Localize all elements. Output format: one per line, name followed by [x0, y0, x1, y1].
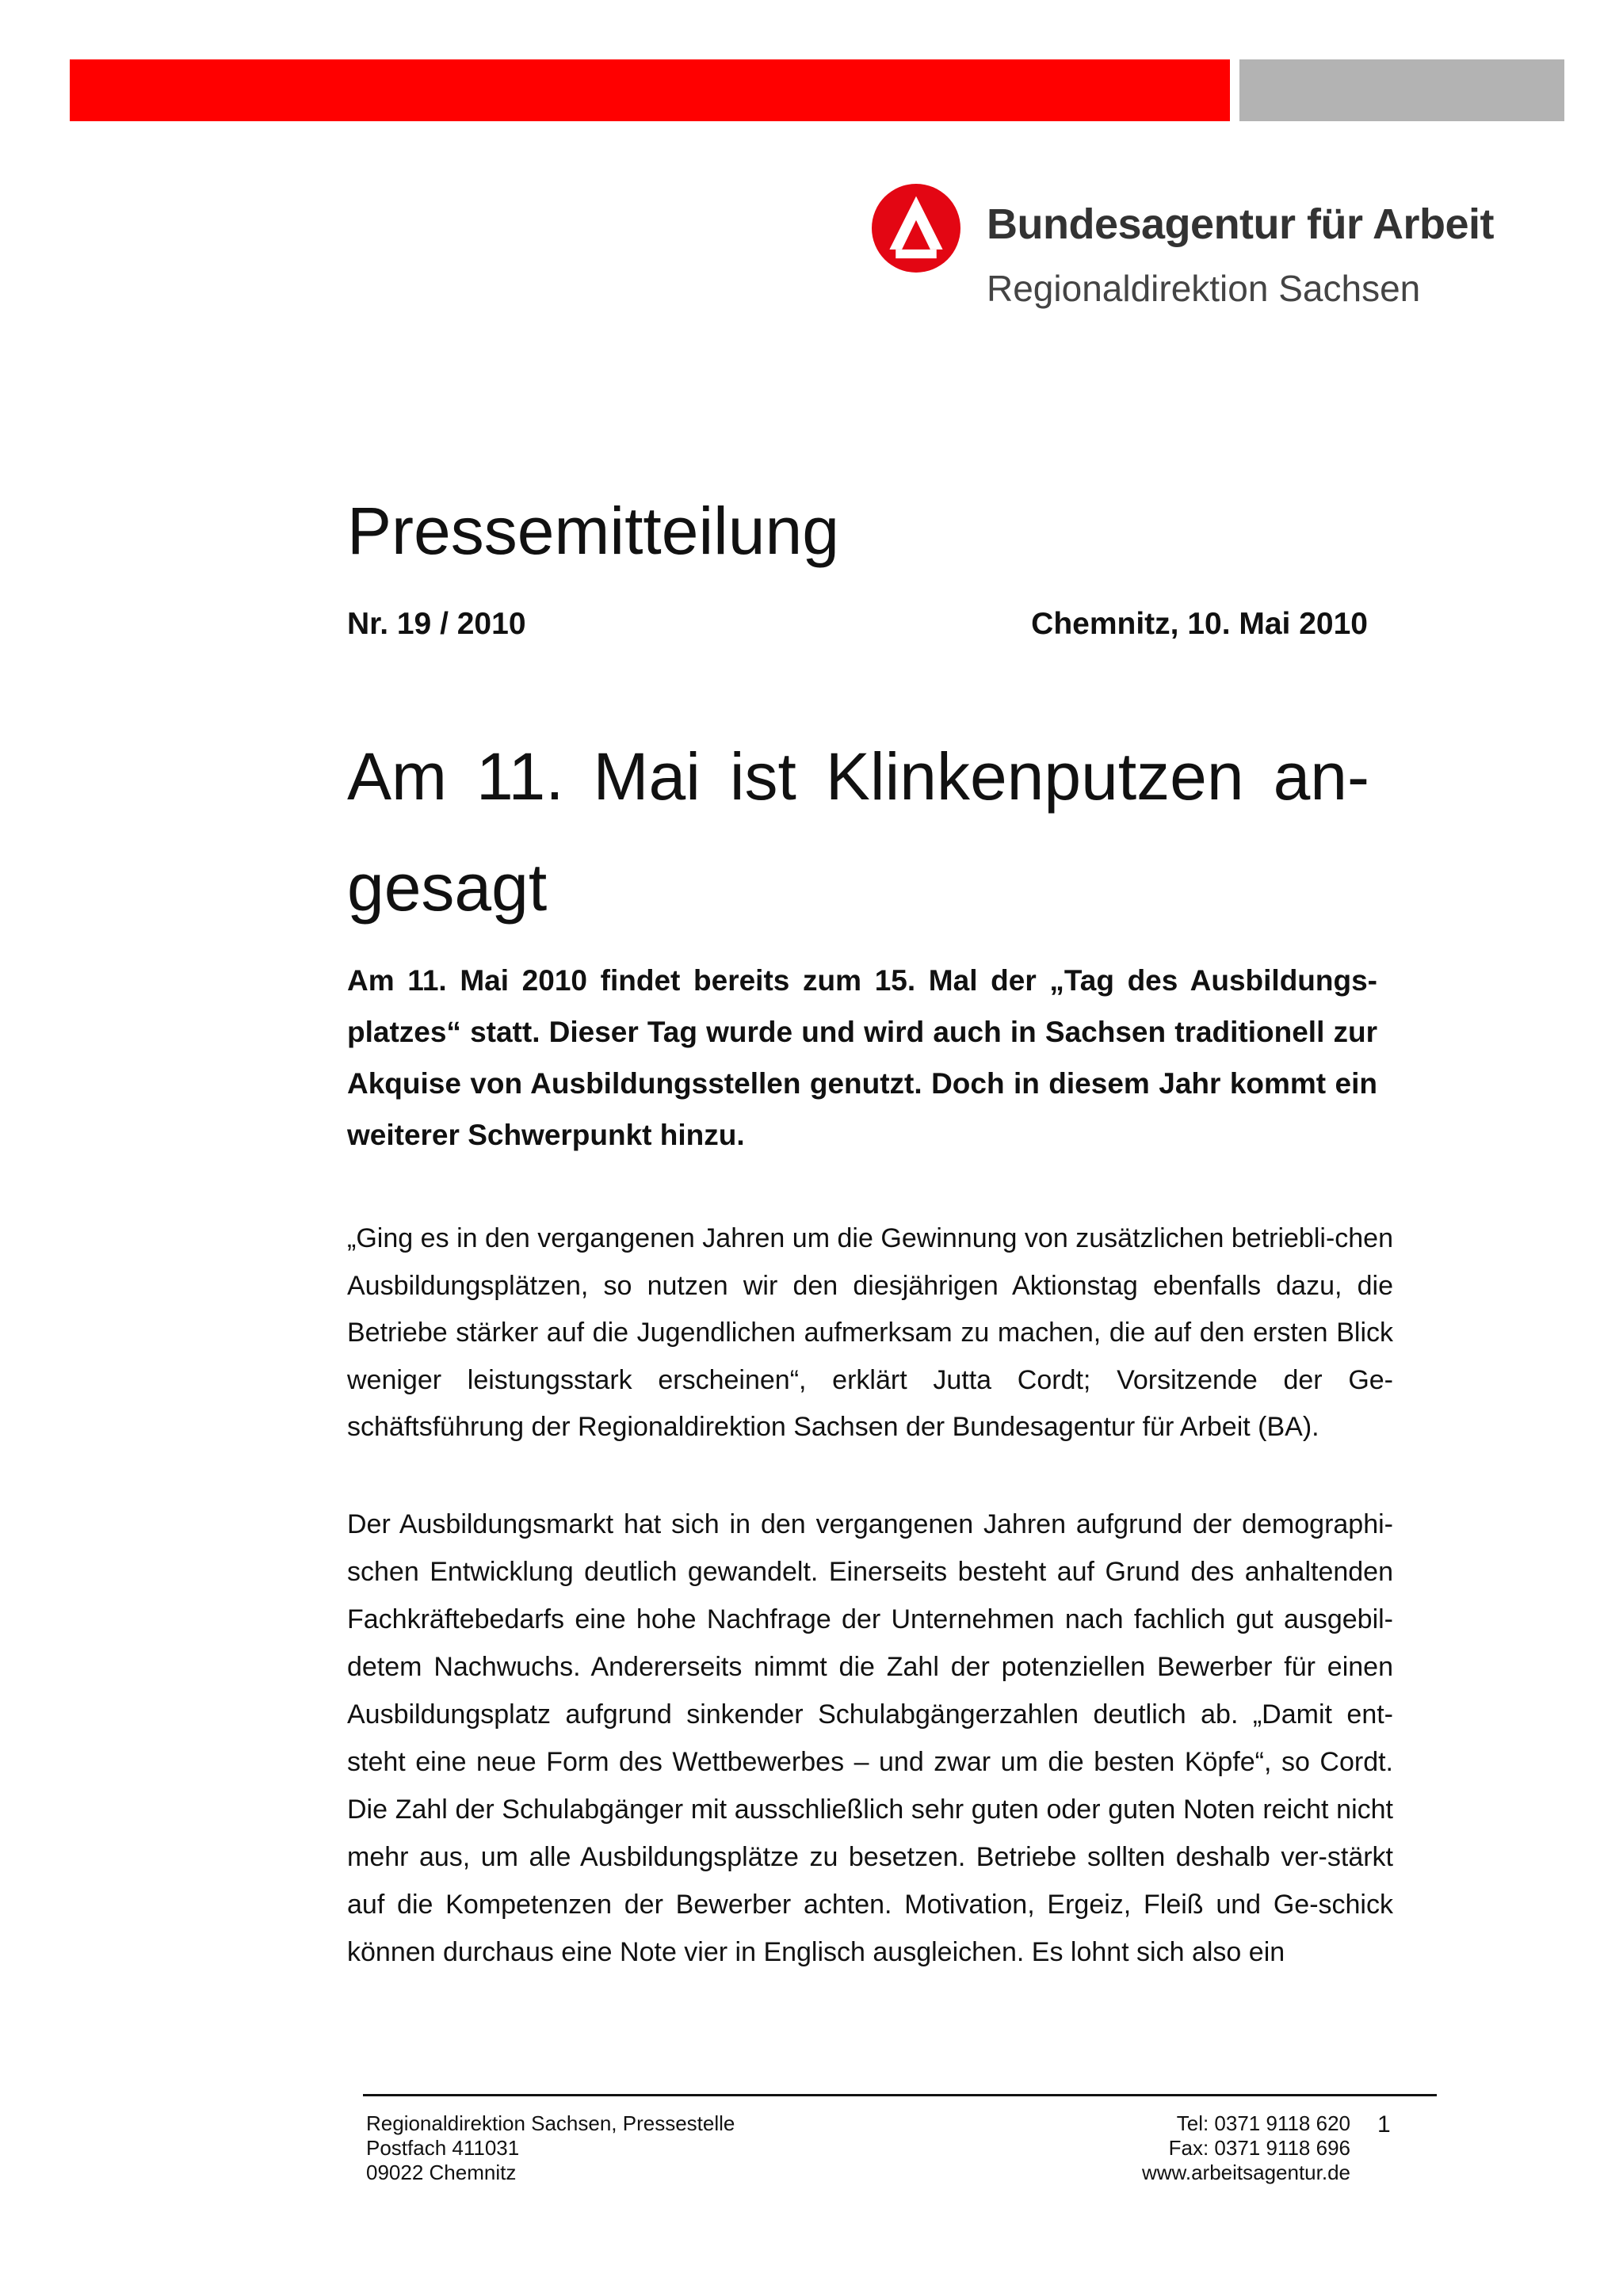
footer-divider: [363, 2094, 1437, 2096]
lead-paragraph: Am 11. Mai 2010 findet bereits zum 15. Mal der „Tag des Ausbildungs-platzes“ statt. Dieser Tag wurde und wird auch in Sachsen traditionell zur Akquise von Ausbildungsstellen genutzt. Doch in diesem Jahr kommt ein weiterer Schwerpunkt hinzu.: [347, 964, 1377, 1151]
organization-name: Bundesagentur für Arbeit: [987, 200, 1495, 248]
body-paragraph: „Ging es in den vergangenen Jahren um die Gewinnung von zusätzlichen betriebli-chen Ausbildungsplätzen, so nutzen wir den diesjährigen Aktionstag ebenfalls dazu, die Betriebe stärker auf die Jugendlichen aufmerksam zu machen, die auf den ersten Blick weniger leistungsstark erscheinen“, erklärt Jutta Cordt; Vorsitzende der Ge-schäftsführung der Regionaldirektion Sachsen der Bundesagentur für Arbeit (BA).: [347, 1223, 1393, 1442]
footer-website: www.arbeitsagentur.de: [1141, 2161, 1350, 2184]
footer-fax: Fax: 0371 9118 696: [1168, 2136, 1350, 2160]
footer-address-line: 09022 Chemnitz: [366, 2161, 517, 2184]
footer-address-line: Regionaldirektion Sachsen, Pressestelle: [366, 2111, 735, 2135]
bundesagentur-logo-icon: [872, 184, 960, 273]
division-name: Regionaldirektion Sachsen: [987, 268, 1421, 309]
footer-phone: Tel: 0371 9118 620: [1176, 2111, 1350, 2135]
press-release-number: Nr. 19 / 2010: [347, 607, 526, 641]
footer-address: [366, 2111, 735, 2185]
footer-contact: [1142, 2111, 1350, 2185]
footer-address-line: Postfach 411031: [366, 2136, 520, 2160]
header-red-bar: [70, 59, 1230, 121]
headline: Am 11. Mai ist Klinkenputzen an-gesagt: [347, 739, 1369, 925]
page-number: 1: [1377, 2111, 1391, 2138]
body-paragraph: Der Ausbildungsmarkt hat sich in den vergangenen Jahren aufgrund der demographi-schen Entwicklung deutlich gewandelt. Einerseits besteht auf Grund des anhaltenden Fachkräftebedarfs eine hohe Nachfrage der Unternehmen nach fachlich gut ausgebil-detem Nachwuchs. Andererseits nimmt die Zahl der potenziellen Bewerber für einen Ausbildungsplatz aufgrund sinkender Schulabgängerzahlen deutlich ab. „Damit ent-steht eine neue Form des Wettbewerbes – und zwar um die besten Köpfe“, so Cordt. Die Zahl der Schulabgänger mit ausschließlich sehr guten oder guten Noten reicht nicht mehr aus, um alle Ausbildungsplätze zu besetzen. Betriebe sollten deshalb ver-stärkt auf die Kompetenzen der Bewerber achten. Motivation, Ergeiz, Fleiß und Ge-schick können durchaus eine Note vier in Englisch ausgleichen. Es lohnt sich also ein: [347, 1509, 1393, 1967]
document-type: Pressemitteilung: [347, 494, 839, 568]
place-and-date: Chemnitz, 10. Mai 2010: [1031, 607, 1368, 641]
header-grey-bar: [1239, 59, 1564, 121]
